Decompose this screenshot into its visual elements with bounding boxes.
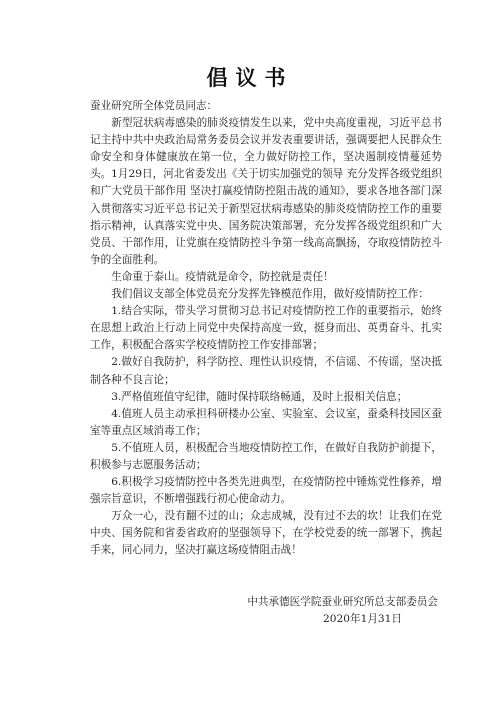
paragraph-intro: 新型冠状病毒感染的肺炎疫情发生以来，党中央高度重视，习近平总书记主持中共中央政治局常务委员会议并发表重要讲话，强调要把人民群众生命安全和身体健康放在第一位，全力做好防控工作，坚决遏制疫情蔓延势头。1月29日，河北省委发出《关于切实加强党的领导 充分发挥各级党组织和广大党员干部作用 坚决打赢疫情防控阻击战的通知》，要求各地各部门深入贯彻落实习近平总书记关于新型冠状病毒感染的肺炎疫情防控工作的重要指示精神，认真落实党中央、国务院决策部署，充分发挥各级党组织和广大党员、干部作用，让党旗在疫情防控斗争第一线高高飘扬，夺取疫情防控斗争的全面胜利。 [90,117,442,266]
paragraph-slogan: 生命重于泰山。疫情就是命令，防控就是责任！ [111,270,334,283]
list-item-2: 2.做好自我防护，科学防控、理性认识疫情，不信谣、不传谣，坚决抵制各种不良言论； [90,356,442,386]
paragraph-call: 我们倡议支部全体党员充分发挥先锋模范作用，做好疫情防控工作： [111,288,429,301]
list-item-3: 3.严格值班值守纪律，随时保持联络畅通，及时上报相关信息； [111,390,408,403]
signature-block [198,594,438,628]
paragraph-closing: 万众一心，没有翻不过的山；众志成城，没有过不去的坎！让我们在党中央、国务院和省委省政府的坚强领导下，在学校党委的统一部署下，携起手来，同心同力，坚决打赢这场疫情阻击战！ [90,510,442,557]
signature-date: 2020年1月31日 [323,613,402,625]
list-item-5: 5.不值班人员，积极配合当地疫情防控工作，在做好自我防护前提下，积极参与志愿服务活动； [90,441,442,471]
document-title: 倡议书 [206,65,294,90]
list-item-1: 1.结合实际，带头学习贯彻习总书记对疫情防控工作的重要指示，始终在思想上政治上行动上同党中央保持高度一致，挺身而出、英勇奋斗、扎实工作，积极配合落实学校疫情防控工作安排部署； [90,305,442,352]
signature-organization: 中共承德医学院蚕业研究所总支部委员会 [247,596,438,608]
list-item-4: 4.值班人员主动承担科研楼办公室、实验室、会议室，蚕桑科技园区蚕室等重点区域消毒工作； [90,407,442,437]
document-body [90,98,442,560]
list-item-6: 6.积极学习疫情防控中各类先进典型，在疫情防控中锤炼党性修养，增强宗旨意识，不断增强践行初心使命动力。 [90,476,442,506]
salutation: 蚕业研究所全体党员同志： [90,100,218,112]
